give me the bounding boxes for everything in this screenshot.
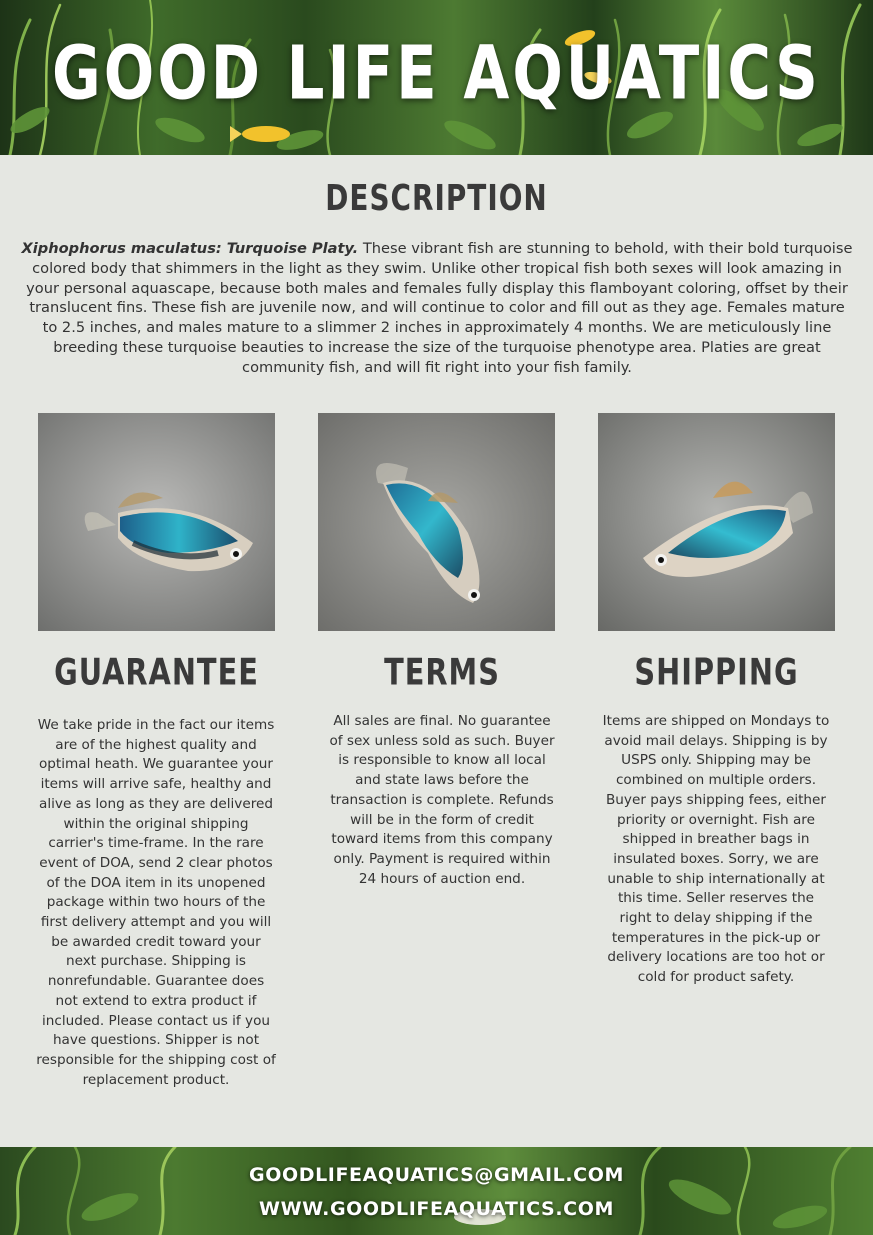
guarantee-heading: GUARANTEE (54, 650, 259, 694)
fish-photo-1 (38, 413, 275, 631)
aquarium-plants-image (0, 1147, 873, 1235)
description-heading: DESCRIPTION (325, 178, 548, 220)
fish-photo-3 (598, 413, 835, 631)
shipping-text: Items are shipped on Mondays to avoid mail delays. Shipping is by USPS only. Shipping may be combined on multiple orders. Buyer pays shipping fees, either priority or overnight. Fish are shipped in breather bags in insulated boxes. Sorry, we are unable to ship internationally at this time. Seller reserves the right to delay shipping if the temperatures in the pick-up or delivery locations are too hot or cold for product safety. (602, 713, 830, 986)
shipping-heading: SHIPPING (634, 650, 799, 694)
brand-title: GOOD LIFE AQUATICS (52, 30, 821, 117)
guarantee-text: We take pride in the fact our items are of the highest quality and optimal heath. We guarantee your items will arrive safe, healthy and alive as long as they are delivered within the original shipping carrier's time-frame. In the rare event of DOA, send 2 clear photos of the DOA item in its unopened package within two hours of the first delivery attempt and you will be awarded credit toward your next purchase. Shipping is nonrefundable. Guarantee does not extend to extra product if included. Please contact us if you have questions. Shipper is not responsible for the shipping cost of replacement product. (36, 717, 276, 1088)
footer-website[interactable]: WWW.GOODLIFEAQUATICS.COM (259, 1198, 614, 1220)
terms-heading: TERMS (384, 650, 500, 694)
description-text (20, 239, 854, 378)
fish-photo-2 (318, 413, 555, 631)
footer-email[interactable]: GOODLIFEAQUATICS@GMAIL.COM (249, 1164, 624, 1186)
header-banner (0, 0, 873, 155)
species-name: Xiphophorus maculatus: Turquoise Platy. (21, 240, 359, 257)
terms-text: All sales are final. No guarantee of sex unless sold as such. Buyer is responsible to know all local and state laws before the transaction is complete. Refunds will be in the form of credit toward items from this company only. Payment is required within 24 hours of auction end. (329, 713, 555, 887)
description-body: These vibrant fish are stunning to behold, with their bold turquoise colored body that shimmers in the light as they swim. Unlike other tropical fish both sexes will look amazing in your personal aquascape, because both males and females fully display this flamboyant coloring, offset by their translucent fins. These fish are juvenile now, and will continue to color and fill out as they age. Females mature to 2.5 inches, and males mature to a slimmer 2 inches in approximately 4 months. We are meticulously line breeding these turquoise beauties to increase the size of the turquoise phenotype area. Platies are great community fish, and will fit right into your fish family. (26, 240, 853, 376)
footer-banner (0, 1147, 873, 1235)
